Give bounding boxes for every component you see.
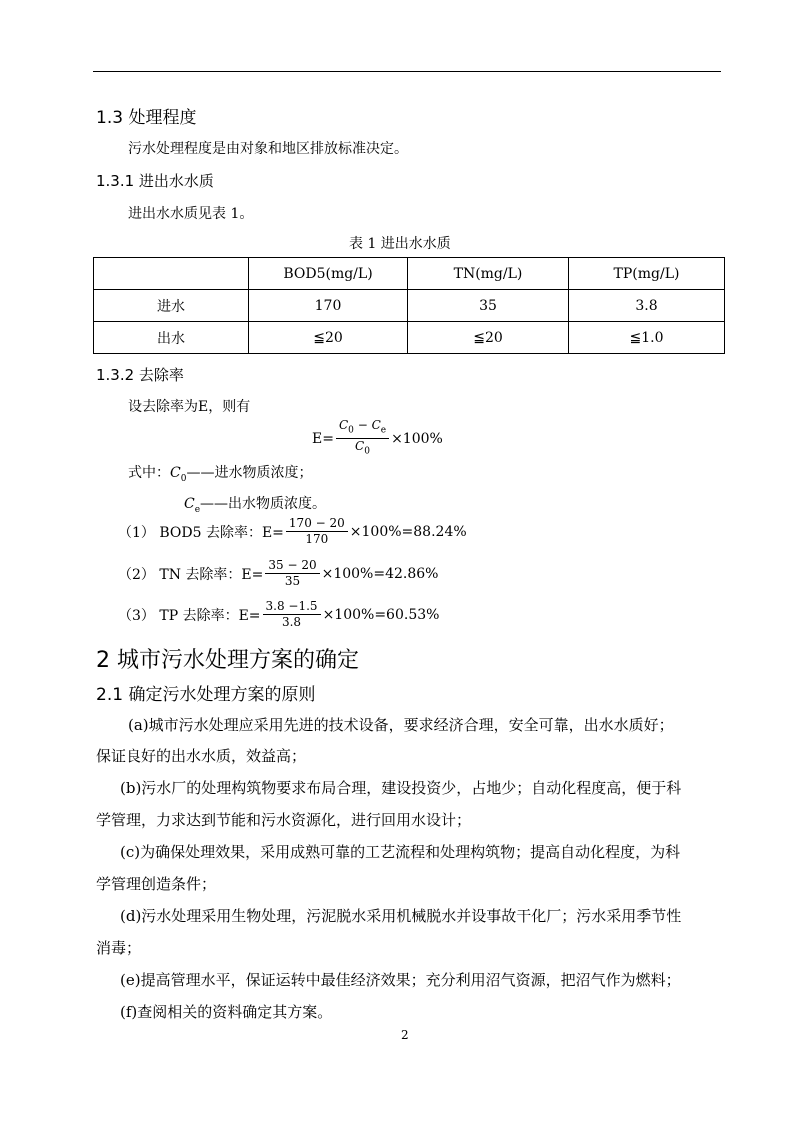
calc-fraction <box>263 599 321 630</box>
var-c: C <box>371 418 381 432</box>
principle-line: (a)城市污水处理应采用先进的技术设备，要求经济合理，安全可靠，出水水质好； <box>128 716 674 734</box>
minus-sign: − <box>353 418 372 432</box>
table-header-row <box>94 258 725 290</box>
calc-label: （2） TN 去除率：E= <box>118 566 264 583</box>
definition-ce <box>184 493 326 515</box>
var-c: C <box>338 418 349 432</box>
var-c: C <box>355 439 365 454</box>
sub-0: 0 <box>348 425 354 436</box>
section-1-3-2-title: 1.3.2 去除率 <box>96 366 184 384</box>
table-cell: 170 <box>249 290 408 322</box>
calc-denominator: 3.8 <box>281 615 302 629</box>
calc-tn <box>118 558 438 589</box>
section-2-1-title: 2.1 确定污水处理方案的原则 <box>96 685 316 705</box>
page-number: 2 <box>401 1028 409 1042</box>
calc-numerator: 35 − 20 <box>265 558 319 574</box>
def-prefix: 式中： <box>128 465 170 481</box>
calc-label: （1） BOD5 去除率：E= <box>118 524 284 541</box>
calc-result: ×100%=42.86% <box>321 565 439 582</box>
sub-e: e <box>194 504 201 515</box>
principle-line: 学管理创造条件； <box>96 875 217 893</box>
table-cell: 出水 <box>94 322 249 354</box>
calc-numerator: 3.8 −1.5 <box>263 599 321 615</box>
principle-line: (c)为确保处理效果，采用成熟可靠的工艺流程和处理构筑物；提高自动化程度，为科 <box>120 843 681 861</box>
calc-result: ×100%=60.53% <box>322 606 440 623</box>
table-row <box>94 322 725 354</box>
calc-denominator: 170 <box>305 532 329 546</box>
calc-numerator: 170 − 20 <box>286 516 348 532</box>
sub-0: 0 <box>180 473 187 484</box>
table-row <box>94 290 725 322</box>
principle-line: 保证良好的出水水质，效益高； <box>96 747 307 765</box>
principle-line: (f)查阅相关的资料确定其方案。 <box>120 1003 333 1021</box>
table-cell: ≦20 <box>408 322 569 354</box>
formula-denominator <box>336 439 389 459</box>
calc-tp <box>118 599 439 630</box>
section-1-3-1-intro: 进出水水质见表 1。 <box>128 206 254 222</box>
table-caption: 表 1 进出水水质 <box>349 236 451 252</box>
var-c: C <box>184 496 195 512</box>
header-rule <box>93 71 721 72</box>
table-header-cell: BOD5(mg/L) <box>249 258 408 290</box>
table-header-cell: TP(mg/L) <box>569 258 725 290</box>
definition-c0 <box>128 462 312 484</box>
section-1-3-intro: 污水处理程度是由对象和地区排放标准决定。 <box>128 141 408 157</box>
calc-fraction <box>265 558 319 589</box>
calc-label: （3） TP 去除率：E= <box>118 607 261 624</box>
table-header-cell <box>94 258 249 290</box>
formula-lhs: E= <box>312 430 334 447</box>
table-cell: 3.8 <box>569 290 725 322</box>
sub-0: 0 <box>364 446 370 457</box>
calc-bod5 <box>118 516 467 547</box>
table-cell: ≦20 <box>249 322 408 354</box>
calc-fraction <box>286 516 348 547</box>
formula-fraction <box>336 418 389 460</box>
calc-result: ×100%=88.24% <box>349 523 467 540</box>
principle-line: (d)污水处理采用生物处理，污泥脱水采用机械脱水并设事故干化厂；污水采用季节性 <box>120 907 682 925</box>
section-1-3-2-intro: 设去除率为E，则有 <box>128 399 251 415</box>
def-text: ——出水物质浓度。 <box>200 496 327 512</box>
calc-denominator: 35 <box>284 574 301 588</box>
principle-line: 消毒； <box>96 939 142 957</box>
table-header-cell: TN(mg/L) <box>408 258 569 290</box>
formula-numerator <box>336 418 389 439</box>
table-cell: ≦1.0 <box>569 322 725 354</box>
water-quality-table <box>93 257 725 354</box>
principle-line: 学管理，力求达到节能和污水资源化，进行回用水设计； <box>96 811 472 829</box>
table-cell: 进水 <box>94 290 249 322</box>
table-cell: 35 <box>408 290 569 322</box>
section-1-3-title: 1.3 处理程度 <box>96 108 197 128</box>
var-c: C <box>170 465 181 481</box>
formula-tail: ×100% <box>391 430 443 447</box>
sub-e: e <box>380 425 387 436</box>
section-1-3-1-title: 1.3.1 进出水水质 <box>96 172 214 190</box>
principle-line: (b)污水厂的处理构筑物要求布局合理，建设投资少，占地少；自动化程度高，便于科 <box>120 779 682 797</box>
principle-line: (e)提高管理水平，保证运转中最佳经济效果；充分利用沼气资源，把沼气作为燃料； <box>120 971 681 989</box>
section-2-title: 2 城市污水处理方案的确定 <box>96 648 359 673</box>
def-text: ——进水物质浓度； <box>186 465 313 481</box>
removal-rate-formula <box>312 418 443 460</box>
